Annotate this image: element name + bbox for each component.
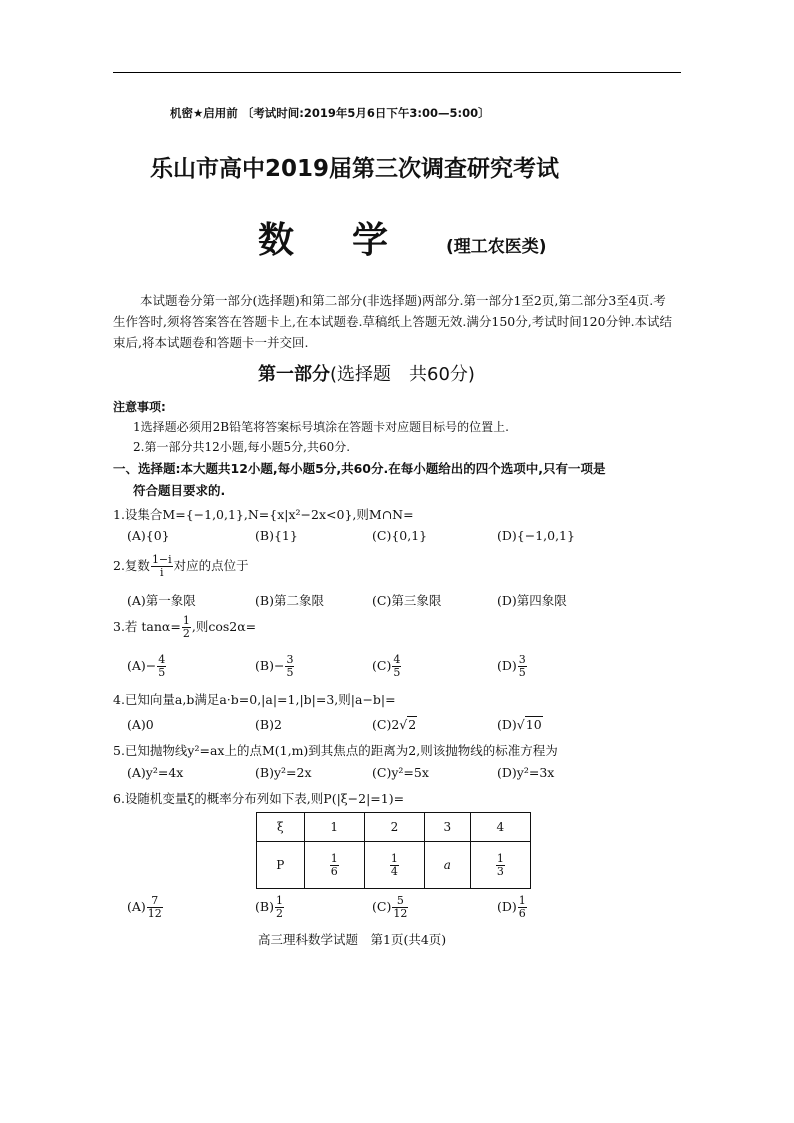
- q5-option-d: (D)y²=3x: [497, 765, 555, 780]
- q4-option-a: [127, 717, 154, 732]
- q3-prefix: 3.若 tanα=: [113, 619, 181, 634]
- section-heading: 一、选择题:本大题共12小题,每小题5分,共60分.在每小题给出的四个选项中,只有一项是: [113, 461, 606, 476]
- option-label: (A): [127, 899, 146, 914]
- option-coefficient: 2: [391, 717, 400, 732]
- note-item: 1选择题必须用2B铅笔将答案标号填涂在答题卡对应题目标号的位置上.: [133, 420, 509, 434]
- question-2-stem: [113, 554, 249, 579]
- option-label: (C): [372, 899, 392, 914]
- numerator: 4: [393, 653, 401, 666]
- q1-option-c: (C){0,1}: [372, 528, 428, 543]
- q4-option-d: (D)√10: [497, 717, 542, 732]
- table-row: [257, 842, 531, 889]
- table-row: [257, 813, 531, 842]
- denominator: 5: [286, 666, 294, 679]
- question-1-stem: 1.设集合M={−1,0,1},N={x|x²−2x<0},则M∩N=: [113, 507, 414, 522]
- option-value: 0: [145, 717, 154, 732]
- q3-denominator: 2: [182, 627, 190, 640]
- option-fraction: [518, 895, 527, 920]
- option-label: (B): [255, 899, 274, 914]
- q5-option-c: (C)y²=5x: [372, 765, 429, 780]
- numerator: 1: [496, 851, 504, 865]
- section-heading-cont: 符合题目要求的.: [133, 483, 226, 498]
- q2-prefix: 2.复数: [113, 558, 150, 573]
- notes-heading: 注意事项:: [113, 400, 166, 414]
- exam-title: 乐山市高中2019届第三次调查研究考试: [150, 156, 560, 182]
- numerator: 1: [275, 894, 283, 907]
- q1-option-b: (B){1}: [255, 528, 298, 543]
- cell-fraction: [330, 853, 339, 878]
- table-cell: ξ: [257, 813, 305, 842]
- cell-fraction: [496, 853, 505, 878]
- table-cell: 3: [425, 813, 471, 842]
- option-sign: −: [273, 658, 285, 673]
- page-footer: 高三理科数学试题 第1页(共4页): [258, 932, 447, 947]
- q4-option-b: [255, 717, 282, 732]
- part-label: 第一部分: [258, 364, 330, 385]
- option-fraction: [392, 895, 408, 920]
- q3-suffix: ,则cos2α=: [191, 619, 257, 634]
- numerator: 1: [330, 851, 338, 865]
- option-label: (A): [127, 717, 146, 732]
- option-radicand: 10: [525, 717, 542, 732]
- table-cell: P: [257, 842, 305, 889]
- option-label: (C): [372, 717, 392, 732]
- q2-option-c: (C)第三象限: [372, 593, 442, 608]
- q2-denominator: i: [160, 566, 164, 579]
- q1-option-d: (D){−1,0,1}: [497, 528, 575, 543]
- part-heading: [258, 360, 475, 386]
- intro-paragraph: 本试题卷分第一部分(选择题)和第二部分(非选择题)两部分.第一部分1至2页,第二部分3至4页.考生作答时,须将答案答在答题卡上,在本试题卷.草稿纸上答题无效.满分150分,考试时间120分钟.本试结束后,将本试题卷和答题卡一并交回.: [113, 293, 673, 350]
- table-cell: [470, 842, 530, 889]
- q3-option-c: [372, 654, 402, 679]
- option-label: (D): [497, 717, 517, 732]
- q5-option-b: (B)y²=2x: [255, 765, 312, 780]
- option-value: 2: [273, 717, 282, 732]
- part-detail: (选择题 共60分): [330, 364, 475, 385]
- table-cell: 4: [470, 813, 530, 842]
- distribution-table: [256, 812, 531, 889]
- question-4-stem: 4.已知向量a,b满足a·b=0,|a|=1,|b|=3,则|a−b|=: [113, 692, 396, 707]
- denominator: 2: [275, 907, 283, 920]
- option-label: (D): [497, 658, 517, 673]
- option-fraction: [157, 654, 166, 679]
- question-5-stem: 5.已知抛物线y²=ax上的点M(1,m)到其焦点的距离为2,则该抛物线的标准方程为: [113, 743, 558, 758]
- q2-fraction: [151, 554, 173, 579]
- q2-numerator: 1−i: [151, 553, 172, 566]
- option-label: (B): [255, 717, 274, 732]
- numerator: 1: [518, 894, 526, 907]
- option-fraction: [392, 654, 401, 679]
- q4-option-c: (C)2√2: [372, 717, 417, 732]
- option-label: (D): [497, 899, 517, 914]
- q2-suffix: 对应的点位于: [173, 558, 249, 573]
- subject-heading: [258, 212, 547, 263]
- option-label: (C): [372, 658, 392, 673]
- table-cell: [425, 842, 471, 889]
- denominator: 6: [330, 864, 338, 878]
- numerator: 5: [392, 895, 408, 908]
- option-radicand: 2: [408, 717, 417, 732]
- option-sign: −: [145, 658, 157, 673]
- q6-option-b: [255, 895, 285, 920]
- numerator: 7: [147, 895, 163, 908]
- q3-option-b: [255, 654, 295, 679]
- table-cell: 2: [364, 813, 424, 842]
- q3-fraction: [182, 615, 191, 640]
- cell-variable: a: [443, 858, 451, 872]
- q6-option-c: [372, 895, 409, 920]
- option-fraction: [147, 895, 163, 920]
- question-3-stem: [113, 615, 256, 640]
- q2-option-a: (A)第一象限: [127, 593, 196, 608]
- denominator: 5: [518, 666, 526, 679]
- header-rule: [113, 72, 681, 73]
- denominator: 6: [518, 907, 526, 920]
- table-cell: [364, 842, 424, 889]
- numerator: 3: [518, 653, 526, 666]
- question-6-stem: 6.设随机变量ξ的概率分布列如下表,则P(|ξ−2|=1)=: [113, 791, 405, 806]
- denominator: 12: [147, 907, 162, 920]
- q6-option-a: [127, 895, 164, 920]
- table-cell: 1: [304, 813, 364, 842]
- q5-option-a: (A)y²=4x: [127, 765, 184, 780]
- numerator: 1: [390, 851, 398, 865]
- q2-option-d: (D)第四象限: [497, 593, 567, 608]
- denominator: 12: [393, 907, 408, 920]
- note-item: 2.第一部分共12小题,每小题5分,共60分.: [133, 440, 351, 454]
- q3-option-d: [497, 654, 528, 679]
- option-label: (A): [127, 658, 146, 673]
- denominator: 5: [158, 666, 166, 679]
- denominator: 5: [393, 666, 401, 679]
- denominator: 3: [496, 864, 504, 878]
- numerator: 3: [286, 653, 294, 666]
- option-fraction: [285, 654, 294, 679]
- q3-option-a: [127, 654, 167, 679]
- confidential-line: 机密★启用前 〔考试时间:2019年5月6日下午3:00—5:00〕: [170, 106, 490, 120]
- subject-name: 数学: [258, 220, 447, 261]
- denominator: 4: [390, 864, 398, 878]
- option-fraction: [518, 654, 527, 679]
- q1-option-a: (A){0}: [127, 528, 170, 543]
- subject-category: (理工农医类): [446, 237, 547, 257]
- numerator: 4: [158, 653, 166, 666]
- q6-option-d: [497, 895, 528, 920]
- option-label: (B): [255, 658, 274, 673]
- q2-option-b: (B)第二象限: [255, 593, 324, 608]
- cell-fraction: [390, 853, 399, 878]
- table-cell: [304, 842, 364, 889]
- option-fraction: [275, 895, 284, 920]
- q3-numerator: 1: [182, 614, 190, 627]
